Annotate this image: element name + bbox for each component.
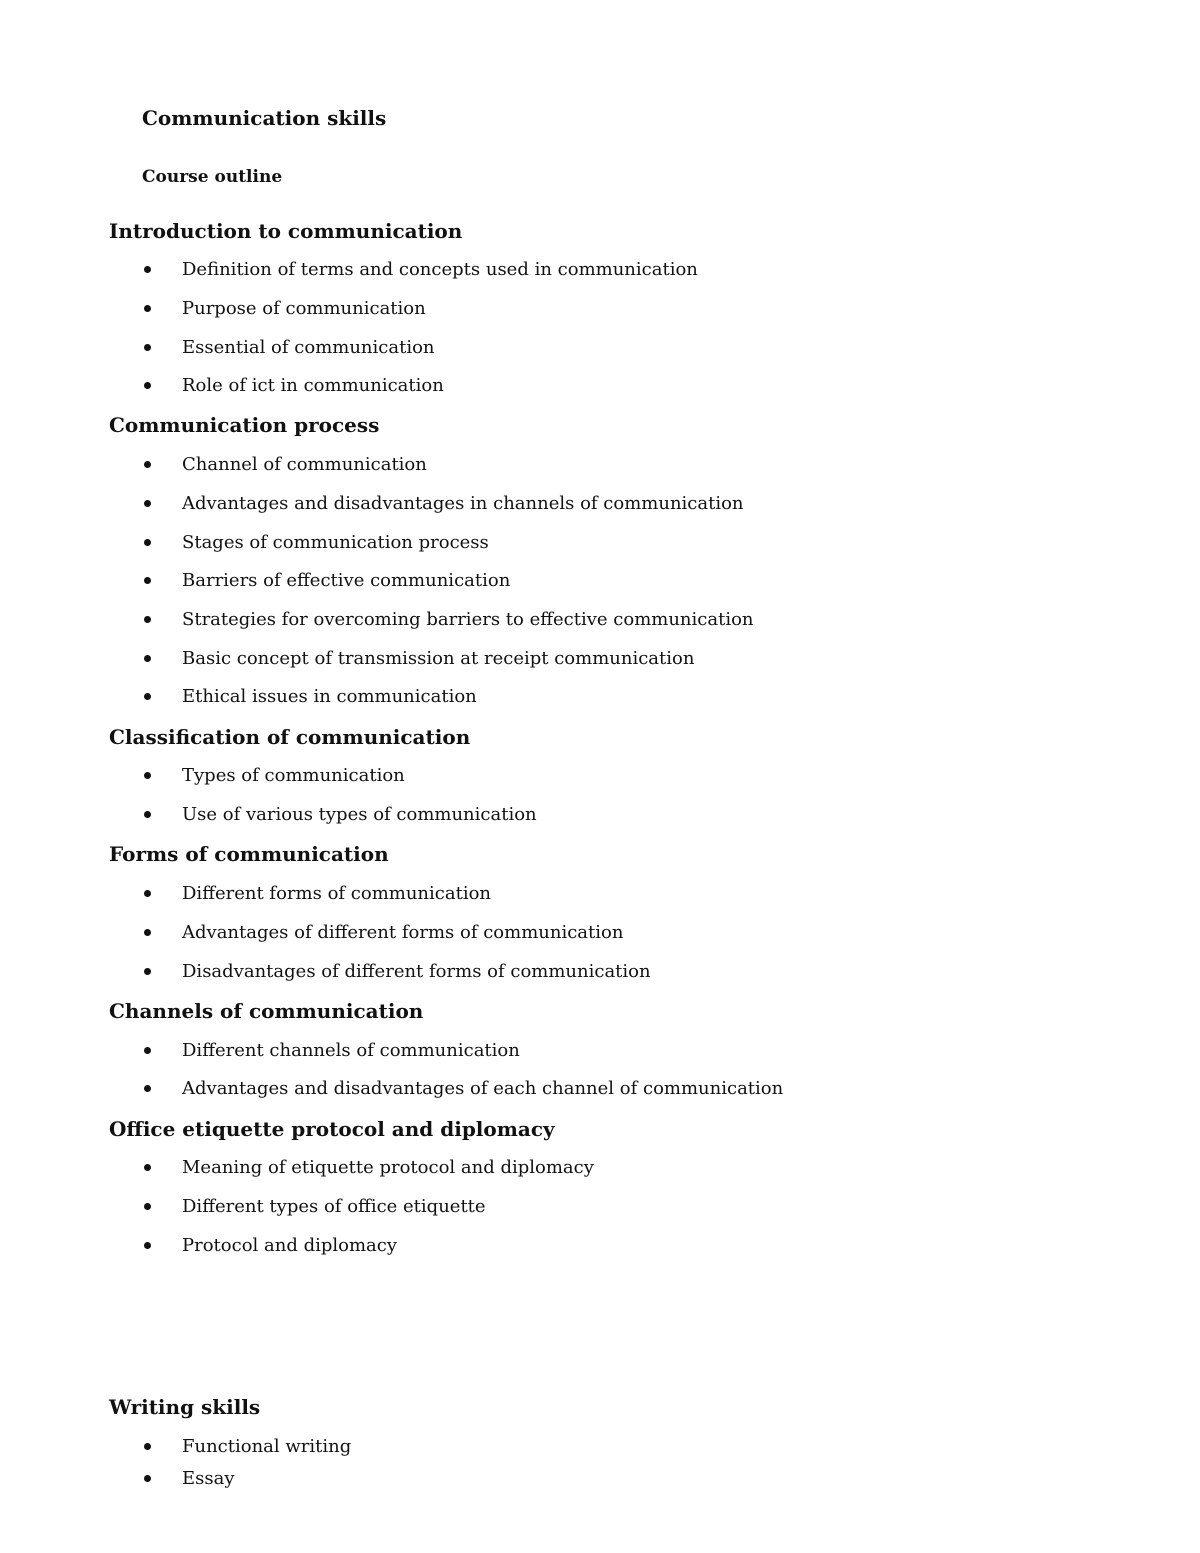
bullet-icon	[144, 461, 151, 468]
list-item	[142, 298, 426, 319]
bullet-icon	[144, 811, 151, 818]
list-item-label: Strategies for overcoming barriers to effective communication	[182, 609, 754, 630]
bullet-icon	[144, 1047, 151, 1054]
list-item-label: Essay	[182, 1468, 235, 1489]
bullet-icon	[144, 890, 151, 897]
list-item	[142, 493, 744, 514]
bullet-icon	[144, 929, 151, 936]
bullet-icon	[144, 1443, 151, 1450]
bullet-icon	[144, 344, 151, 351]
bullet-icon	[144, 539, 151, 546]
bullet-icon	[144, 616, 151, 623]
list-item-label: Different channels of communication	[182, 1040, 520, 1061]
list-item-label: Channel of communication	[182, 454, 427, 475]
document-title: Communication skills	[142, 106, 387, 130]
list-item-label: Protocol and diplomacy	[182, 1235, 398, 1256]
bullet-icon	[144, 772, 151, 779]
section-heading-forms: Forms of communication	[109, 842, 389, 866]
list-item-label: Advantages and disadvantages in channels of communication	[182, 493, 744, 514]
section-heading-classification: Classification of communication	[109, 725, 471, 749]
list-item	[142, 804, 537, 825]
list-item-label: Use of various types of communication	[182, 804, 537, 825]
list-item	[142, 648, 694, 669]
document-subtitle: Course outline	[142, 167, 283, 187]
list-item-label: Role of ict in communication	[182, 375, 444, 396]
list-item	[142, 1040, 520, 1061]
list-item	[142, 883, 491, 904]
list-item-label: Advantages and disadvantages of each channel of communication	[182, 1078, 784, 1099]
bullet-icon	[144, 266, 151, 273]
list-item	[142, 765, 405, 786]
list-item-label: Stages of communication process	[182, 532, 489, 553]
list-item	[142, 532, 489, 553]
list-item-label: Essential of communication	[182, 337, 435, 358]
list-item-label: Different forms of communication	[182, 883, 492, 904]
bullet-icon	[144, 655, 151, 662]
list-item	[142, 1468, 235, 1489]
list-item-label: Purpose of communication	[182, 298, 426, 319]
bullet-icon	[144, 1085, 151, 1092]
section-heading-introduction: Introduction to communication	[109, 219, 463, 243]
list-item-label: Definition of terms and concepts used in communication	[182, 259, 698, 280]
bullet-icon	[144, 577, 151, 584]
section-heading-process: Communication process	[109, 413, 380, 437]
list-item	[142, 686, 477, 707]
bullet-icon	[144, 500, 151, 507]
bullet-icon	[144, 693, 151, 700]
list-item-label: Advantages of different forms of communication	[182, 922, 624, 943]
bullet-icon	[144, 968, 151, 975]
list-item-label: Meaning of etiquette protocol and diplomacy	[182, 1157, 594, 1178]
list-item-label: Ethical issues in communication	[182, 686, 477, 707]
section-heading-office-etiquette: Office etiquette protocol and diplomacy	[109, 1117, 555, 1141]
list-item	[142, 922, 623, 943]
list-item-label: Barriers of effective communication	[182, 570, 511, 591]
section-heading-channels: Channels of communication	[109, 999, 424, 1023]
list-item	[142, 570, 510, 591]
bullet-icon	[144, 1203, 151, 1210]
list-item	[142, 1078, 783, 1099]
list-item	[142, 961, 651, 982]
list-item-label: Functional writing	[182, 1436, 352, 1457]
bullet-icon	[144, 1475, 151, 1482]
bullet-icon	[144, 305, 151, 312]
list-item	[142, 609, 754, 630]
bullet-icon	[144, 1164, 151, 1171]
list-item	[142, 1235, 397, 1256]
list-item-label: Different types of office etiquette	[182, 1196, 486, 1217]
list-item-label: Disadvantages of different forms of communication	[182, 961, 651, 982]
list-item	[142, 375, 444, 396]
bullet-icon	[144, 382, 151, 389]
list-item-label: Basic concept of transmission at receipt communication	[182, 648, 695, 669]
section-heading-writing-skills: Writing skills	[109, 1395, 261, 1419]
list-item	[142, 337, 435, 358]
list-item	[142, 1157, 594, 1178]
list-item	[142, 1196, 486, 1217]
list-item	[142, 454, 427, 475]
list-item-label: Types of communication	[182, 765, 405, 786]
bullet-icon	[144, 1242, 151, 1249]
list-item	[142, 259, 698, 280]
list-item	[142, 1436, 351, 1457]
